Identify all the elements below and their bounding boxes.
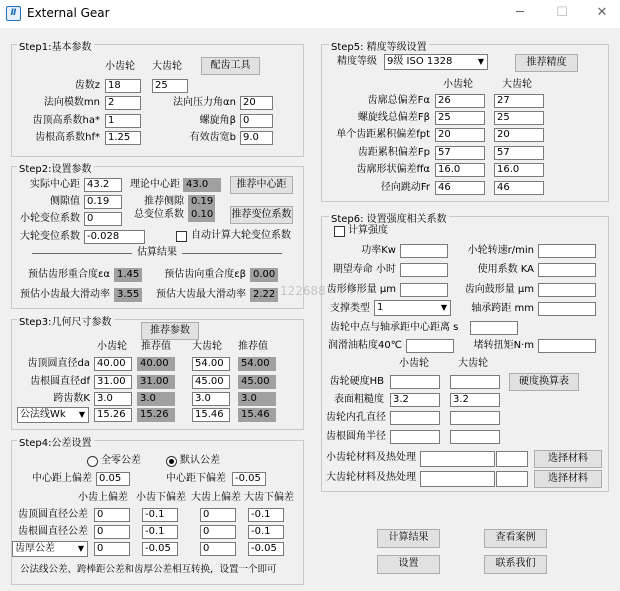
col-large-lower: 大齿下偏差 bbox=[244, 492, 294, 503]
contact-ratio-label: 预估齿形重合度εα bbox=[28, 269, 110, 280]
hardness-label: 齿轮硬度HB bbox=[329, 376, 384, 387]
small-material-label: 小齿轮材料及热处理 bbox=[326, 452, 416, 463]
root-tol-label: 齿根圆直径公差 bbox=[18, 526, 88, 537]
bore-large-input[interactable] bbox=[450, 411, 500, 425]
select-material-large-button[interactable]: 选择材料 bbox=[534, 470, 602, 488]
actual-cd-input[interactable]: 43.2 bbox=[84, 178, 122, 192]
module-label: 法向模数mn bbox=[43, 97, 100, 108]
settings-button[interactable]: 设置 bbox=[377, 555, 440, 574]
face-width-input[interactable]: 9.0 bbox=[240, 131, 273, 145]
small-shift-label: 小轮变位系数 bbox=[20, 213, 80, 224]
teeth-large-input[interactable]: 25 bbox=[152, 79, 188, 93]
small-slip-value: 3.55 bbox=[114, 288, 142, 302]
span-teeth-label: 跨齿数K bbox=[53, 393, 90, 404]
usage-factor-input[interactable] bbox=[538, 263, 596, 277]
calc-strength-label: 计算强度 bbox=[348, 225, 388, 236]
step5-title: Step5: 精度等级设置 bbox=[329, 38, 429, 53]
estimate-title: 估算结果 bbox=[137, 247, 177, 258]
title-bar bbox=[0, 0, 620, 28]
step3-col-small: 小齿轮 bbox=[97, 341, 127, 352]
chevron-down-icon: ▼ bbox=[440, 303, 447, 312]
span-teeth-small-rec: 3.0 bbox=[137, 392, 175, 406]
span-teeth-large-input[interactable]: 3.0 bbox=[192, 392, 230, 406]
thick-tol-large-upper-input[interactable]: 0 bbox=[200, 542, 236, 556]
profile-mod-label: 齿形修形量 μm bbox=[326, 284, 396, 295]
thick-tol-small-lower-input[interactable]: -0.05 bbox=[142, 542, 178, 556]
crown-mod-label: 齿向鼓形量 μm bbox=[464, 284, 534, 295]
axial-ratio-value: 0.00 bbox=[250, 268, 278, 282]
window-title: External Gear bbox=[27, 6, 110, 20]
tolerance-note: 公法线公差、跨棒距公差和齿厚公差相互转换，设置一个即可 bbox=[20, 564, 277, 575]
step1-col-large: 大齿轮 bbox=[152, 61, 182, 72]
root-diameter-small-rec: 31.00 bbox=[137, 375, 175, 389]
speed-label: 小轮转速r/min bbox=[467, 245, 534, 256]
estimate-divider-right bbox=[182, 253, 282, 254]
viscosity-label: 润滑油粘度40℃ bbox=[328, 340, 402, 351]
dedendum-input[interactable]: 1.25 bbox=[105, 131, 141, 145]
chevron-down-icon: ▼ bbox=[78, 410, 85, 419]
power-label: 功率Kw bbox=[361, 245, 396, 256]
step4-title: Step4:公差设置 bbox=[17, 434, 94, 449]
view-cases-button[interactable]: 查看案例 bbox=[484, 529, 547, 548]
step3-title: Step3:几何尺寸参数 bbox=[17, 313, 114, 328]
grade-label: 精度等级 bbox=[337, 56, 377, 67]
runout-large-input[interactable]: 46 bbox=[494, 181, 544, 195]
gear-position-label: 齿轮中点与轴承距中心距离 s bbox=[330, 322, 459, 333]
calculate-button[interactable]: 计算结果 bbox=[377, 529, 440, 548]
crown-mod-input[interactable] bbox=[538, 283, 596, 297]
helix-total-label: 螺旋线总偏差Fβ bbox=[357, 112, 430, 123]
recommend-cd-button[interactable]: 推荐中心距 bbox=[230, 176, 293, 194]
backlash-input[interactable]: 0.19 bbox=[84, 195, 122, 209]
usage-factor-label: 使用系数 KA bbox=[477, 264, 534, 275]
pitch-single-small-input[interactable]: 20 bbox=[435, 128, 485, 142]
root-diameter-label: 齿根圆直径df bbox=[30, 376, 90, 387]
roughness-label: 表面粗糙度 bbox=[334, 394, 384, 405]
default-tolerance-radio[interactable] bbox=[166, 456, 177, 467]
tip-diameter-large-rec: 54.00 bbox=[238, 357, 276, 371]
col-small-lower: 小齿下偏差 bbox=[136, 492, 186, 503]
col-large-upper: 大齿上偏差 bbox=[191, 492, 241, 503]
runout-small-input[interactable]: 46 bbox=[435, 181, 485, 195]
root-tol-small-upper-input[interactable]: 0 bbox=[94, 525, 130, 539]
profile-total-label: 齿廓总偏差Fα bbox=[367, 95, 430, 106]
profile-form-large-input[interactable]: 16.0 bbox=[494, 163, 544, 177]
chevron-down-icon: ▼ bbox=[77, 544, 84, 553]
tip-diameter-small-rec: 40.00 bbox=[137, 357, 175, 371]
addendum-input[interactable]: 1 bbox=[105, 114, 141, 128]
tip-tol-large-upper-input[interactable]: 0 bbox=[200, 508, 236, 522]
profile-total-large-input[interactable]: 27 bbox=[494, 94, 544, 108]
profile-mod-input[interactable] bbox=[400, 283, 448, 297]
bearing-span-label: 轴承跨距 mm bbox=[471, 303, 534, 314]
select-material-small-button[interactable]: 选择材料 bbox=[534, 450, 602, 468]
stall-torque-input[interactable] bbox=[538, 339, 596, 353]
hardness-small-input[interactable] bbox=[390, 375, 440, 389]
axial-ratio-label: 预估齿向重合度εβ bbox=[164, 269, 246, 280]
thickness-tol-select-value: 齿厚公差 bbox=[15, 543, 55, 554]
zero-tolerance-radio[interactable] bbox=[87, 456, 98, 467]
step3-col-large: 大齿轮 bbox=[192, 341, 222, 352]
pitch-cumulative-label: 齿距累积偏差Fp bbox=[357, 147, 430, 158]
pitch-single-large-input[interactable]: 20 bbox=[494, 128, 544, 142]
zero-tolerance-label: 全零公差 bbox=[101, 455, 141, 466]
helix-total-large-input[interactable]: 25 bbox=[494, 111, 544, 125]
module-input[interactable]: 2 bbox=[105, 96, 141, 110]
large-material-input[interactable] bbox=[420, 471, 495, 487]
support-type-select-value: 1 bbox=[377, 302, 384, 313]
tooth-tools-button[interactable]: 配齿工具 bbox=[201, 57, 260, 75]
total-shift-value: 0.10 bbox=[188, 208, 215, 222]
root-diameter-large-rec: 45.00 bbox=[238, 375, 276, 389]
face-width-label: 有效齿宽b bbox=[189, 132, 236, 143]
step3-col-rec1: 推荐值 bbox=[141, 341, 171, 352]
large-slip-value: 2.22 bbox=[250, 288, 278, 302]
tip-tol-label: 齿顶圆直径公差 bbox=[18, 509, 88, 520]
support-type-label: 支撑类型 bbox=[330, 303, 370, 314]
rec-backlash-label: 推荐侧隙 bbox=[144, 196, 184, 207]
runout-label: 径向跳动Fr bbox=[380, 182, 430, 193]
large-material-label: 大齿轮材料及热处理 bbox=[326, 472, 416, 483]
col-small-upper: 小齿上偏差 bbox=[78, 492, 128, 503]
tip-diameter-label: 齿顶圆直径da bbox=[27, 358, 90, 369]
tip-diameter-large-input[interactable]: 54.00 bbox=[192, 357, 230, 371]
calc-strength-checkbox[interactable] bbox=[334, 226, 345, 237]
default-tolerance-label: 默认公差 bbox=[180, 455, 220, 466]
watermark: 122688 bbox=[280, 284, 326, 298]
close-button[interactable]: ✕ bbox=[596, 5, 608, 20]
small-shift-input[interactable]: 0 bbox=[84, 212, 122, 226]
theory-cd-value: 43.0 bbox=[183, 178, 221, 192]
radio-selected-dot bbox=[169, 459, 174, 464]
chevron-down-icon: ▼ bbox=[477, 57, 484, 66]
backlash-label: 侧隙值 bbox=[50, 196, 80, 207]
speed-input[interactable] bbox=[538, 244, 596, 258]
pitch-single-label: 单个齿距累积偏差fpt bbox=[336, 129, 430, 140]
auto-shift-label: 自动计算大轮变位系数 bbox=[191, 230, 291, 241]
roughness-large-input[interactable]: 3.2 bbox=[450, 393, 500, 407]
span-teeth-large-rec: 3.0 bbox=[238, 392, 276, 406]
wk-large-input[interactable]: 15.46 bbox=[192, 408, 230, 422]
grade-select-value: 9级 ISO 1328 bbox=[387, 56, 453, 67]
thickness-tol-select[interactable] bbox=[12, 541, 88, 557]
root-tol-large-lower-input[interactable]: -0.1 bbox=[248, 525, 284, 539]
thick-tol-large-lower-input[interactable]: -0.05 bbox=[248, 542, 284, 556]
small-heat-treat-input[interactable] bbox=[496, 451, 528, 467]
fillet-large-input[interactable] bbox=[450, 430, 500, 444]
teeth-label: 齿数z bbox=[74, 80, 100, 91]
wk-measure-select-value: 公法线Wk bbox=[20, 409, 66, 420]
profile-total-small-input[interactable]: 26 bbox=[435, 94, 485, 108]
actual-cd-label: 实际中心距 bbox=[30, 179, 80, 190]
recommend-params-button[interactable]: 推荐参数 bbox=[141, 322, 199, 340]
large-heat-treat-input[interactable] bbox=[496, 471, 528, 487]
power-input[interactable] bbox=[400, 244, 448, 258]
small-material-input[interactable] bbox=[420, 451, 495, 467]
total-shift-label: 总变位系数 bbox=[134, 209, 184, 220]
estimate-divider-left bbox=[32, 253, 132, 254]
step1-col-small: 小齿轮 bbox=[105, 61, 135, 72]
pitch-cumulative-large-input[interactable]: 57 bbox=[494, 146, 544, 160]
app-icon: Ⅱ bbox=[6, 6, 21, 21]
step6-col-small: 小齿轮 bbox=[399, 358, 429, 369]
bore-diameter-label: 齿轮内孔直径 bbox=[326, 412, 386, 423]
grade-select[interactable] bbox=[384, 54, 488, 70]
theory-cd-label: 理论中心距 bbox=[130, 179, 180, 190]
helix-angle-input[interactable]: 0 bbox=[240, 114, 273, 128]
step6-col-large: 大齿轮 bbox=[458, 358, 488, 369]
fillet-small-input[interactable] bbox=[390, 430, 440, 444]
teeth-small-input[interactable]: 18 bbox=[105, 79, 141, 93]
step2-title: Step2:设置参数 bbox=[17, 160, 94, 175]
pressure-angle-label: 法向压力角αn bbox=[173, 97, 236, 108]
cd-lower-input[interactable]: -0.05 bbox=[232, 472, 266, 486]
contact-ratio-value: 1.45 bbox=[114, 268, 142, 282]
contact-us-button[interactable]: 联系我们 bbox=[484, 555, 547, 574]
rec-backlash-value: 0.19 bbox=[188, 195, 215, 209]
thick-tol-small-upper-input[interactable]: 0 bbox=[94, 542, 130, 556]
maximize-button[interactable]: ☐ bbox=[556, 5, 568, 20]
wk-large-rec: 15.46 bbox=[238, 408, 276, 422]
small-slip-label: 预估小齿最大滑动率 bbox=[20, 289, 110, 300]
recommend-grade-button[interactable]: 推荐精度 bbox=[515, 54, 578, 72]
root-diameter-large-input[interactable]: 45.00 bbox=[192, 375, 230, 389]
profile-form-label: 齿廓形状偏差ffα bbox=[356, 164, 430, 175]
gear-position-input[interactable] bbox=[470, 321, 518, 335]
pitch-cumulative-small-input[interactable]: 57 bbox=[435, 146, 485, 160]
wk-small-rec: 15.26 bbox=[137, 408, 175, 422]
auto-shift-checkbox[interactable] bbox=[176, 231, 187, 242]
step5-col-small: 小齿轮 bbox=[443, 79, 473, 90]
hardness-table-button[interactable]: 硬度换算表 bbox=[509, 373, 579, 391]
life-input[interactable] bbox=[400, 263, 448, 277]
step1-title: Step1:基本参数 bbox=[17, 38, 94, 53]
dedendum-label: 齿根高系数hf* bbox=[35, 132, 100, 143]
bore-small-input[interactable] bbox=[390, 411, 440, 425]
step5-col-large: 大齿轮 bbox=[502, 79, 532, 90]
helix-total-small-input[interactable]: 25 bbox=[435, 111, 485, 125]
large-slip-label: 预估大齿最大滑动率 bbox=[156, 289, 246, 300]
bearing-span-input[interactable] bbox=[538, 302, 596, 316]
tip-tol-large-lower-input[interactable]: -0.1 bbox=[248, 508, 284, 522]
tip-diameter-small-input[interactable]: 40.00 bbox=[94, 357, 132, 371]
helix-angle-label: 螺旋角β bbox=[199, 115, 236, 126]
pressure-angle-input[interactable]: 20 bbox=[240, 96, 273, 110]
profile-form-small-input[interactable]: 16.0 bbox=[435, 163, 485, 177]
stall-torque-label: 堵转扭矩N·m bbox=[473, 340, 534, 351]
span-teeth-small-input[interactable]: 3.0 bbox=[94, 392, 132, 406]
cd-upper-label: 中心距上偏差 bbox=[32, 473, 92, 484]
root-tol-large-upper-input[interactable]: 0 bbox=[200, 525, 236, 539]
viscosity-input[interactable] bbox=[406, 339, 454, 353]
cd-upper-input[interactable]: 0.05 bbox=[96, 472, 130, 486]
root-diameter-small-input[interactable]: 31.00 bbox=[94, 375, 132, 389]
roughness-small-input[interactable]: 3.2 bbox=[390, 393, 440, 407]
step3-col-rec2: 推荐值 bbox=[238, 341, 268, 352]
wk-small-input[interactable]: 15.26 bbox=[94, 408, 132, 422]
hardness-large-input[interactable] bbox=[450, 375, 500, 389]
addendum-label: 齿顶高系数ha* bbox=[32, 115, 100, 126]
support-type-select[interactable] bbox=[374, 300, 451, 316]
recommend-shift-button[interactable]: 推荐变位系数 bbox=[230, 206, 293, 224]
cd-lower-label: 中心距下偏差 bbox=[166, 473, 226, 484]
tip-tol-small-lower-input[interactable]: -0.1 bbox=[142, 508, 178, 522]
root-fillet-label: 齿根圆角半径 bbox=[326, 431, 386, 442]
large-shift-label: 大轮变位系数 bbox=[20, 231, 80, 242]
root-tol-small-lower-input[interactable]: -0.1 bbox=[142, 525, 178, 539]
wk-measure-select[interactable] bbox=[17, 407, 89, 423]
minimize-button[interactable]: ─ bbox=[516, 5, 524, 20]
large-shift-input[interactable]: -0.028 bbox=[84, 230, 145, 244]
life-label: 期望寿命 小时 bbox=[332, 264, 396, 275]
step6-title: Step6: 设置强度相关系数 bbox=[329, 210, 449, 225]
tip-tol-small-upper-input[interactable]: 0 bbox=[94, 508, 130, 522]
